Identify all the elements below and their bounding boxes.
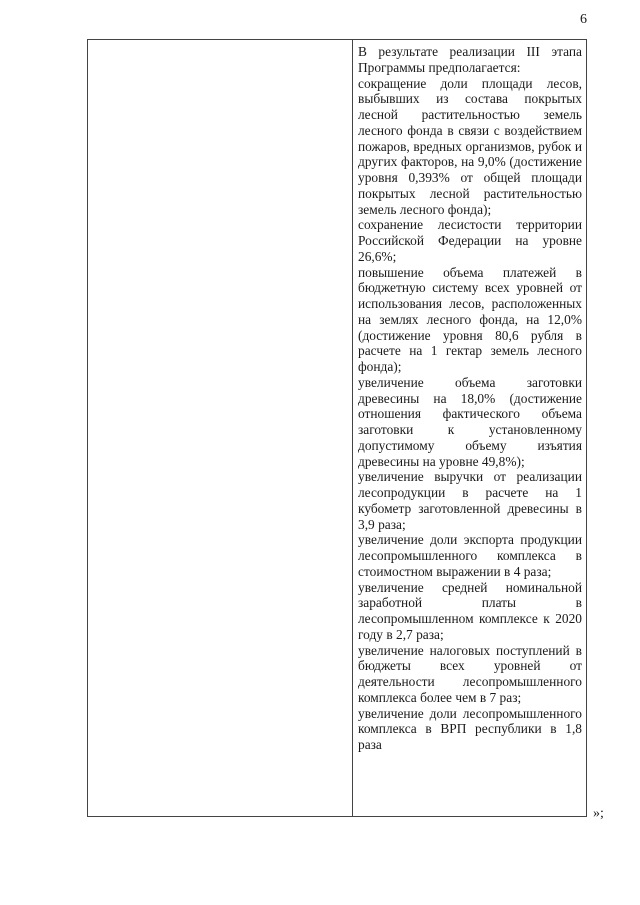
table	[87, 39, 587, 817]
list-item: увеличение средней номинальной заработной платы в лесопромышленном комплексе к 2020 году в 2,7 раза;	[358, 579, 582, 642]
list-item: увеличение налоговых поступлений в бюджеты всех уровней от деятельности лесопромышленного комплекса более чем в 7 раз;	[358, 642, 582, 705]
list-item: увеличение доли лесопромышленного комплекса в ВРП республики в 1,8 раза	[358, 705, 582, 752]
page-number: 6	[580, 12, 587, 27]
table-cell-right	[358, 44, 582, 753]
list-item: увеличение объема заготовки древесины на 18,0% (достижение отношения фактического объема заготовки к установленному допустимому объему изъятия древесины на уровне 49,8%);	[358, 374, 582, 469]
closing-quote: »;	[593, 806, 604, 821]
list-item: сохранение лесистости территории Российской Федерации на уровне 26,6%;	[358, 217, 582, 264]
list-item: повышение объема платежей в бюджетную систему всех уровней от использования лесов, расположенных на землях лесного фонда, на 12,0% (достижение уровня 80,6 рубля в расчете на 1 гектар земель лесного фонда);	[358, 264, 582, 374]
list-item: увеличение доли экспорта продукции лесопромышленного комплекса в стоимостном выражении в 4 раза;	[358, 532, 582, 579]
column-divider	[352, 40, 353, 816]
list-item: увеличение выручки от реализации лесопродукции в расчете на 1 кубометр заготовленной древесины в 3,9 раза;	[358, 469, 582, 532]
intro-paragraph: В результате реализации III этапа Программы предполагается:	[358, 44, 582, 75]
list-item: сокращение доли площади лесов, выбывших из состава покрытых лесной растительностью земель лесного фонда в связи с воздействием пожаров, вредных организмов, рубок и других факторов, на 9,0% (достижение уровня 0,393% от общей площади покрытых лесной растительностью земель лесного фонда);	[358, 75, 582, 217]
